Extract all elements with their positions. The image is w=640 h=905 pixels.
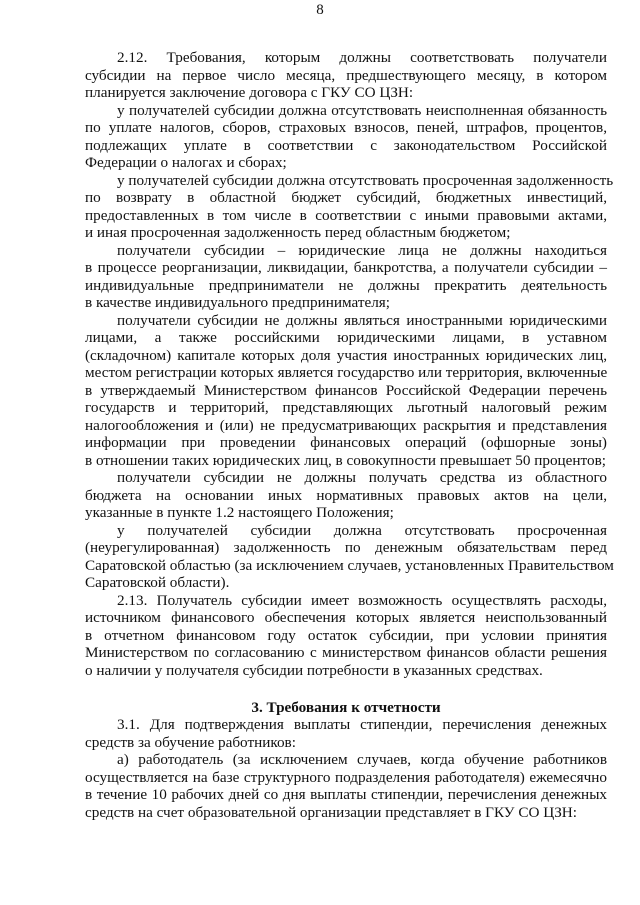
- text-line: в отчетном финансовом году остаток субсидии, при условии принятия: [85, 626, 607, 644]
- text-line: 2.12. Требования, которым должны соответствовать получатели: [117, 49, 607, 66]
- text-line: у получателей субсидии должна отсутствовать просроченная задолженность: [117, 171, 614, 189]
- text-line: в процессе реорганизации, ликвидации, банкротства, а получатели субсидии –: [85, 259, 607, 276]
- text-line: подлежащих уплате в соответствии с законодательством Российской: [85, 136, 607, 154]
- text-line: налогообложения и (или) не предусматривающих раскрытия и представления: [85, 416, 607, 434]
- text-line: Федерации о налогах и сборах;: [85, 154, 287, 171]
- text-line: 2.13. Получатель субсидии имеет возможность осуществлять расходы,: [117, 591, 607, 609]
- text-line: по уплате налогов, сборов, страховых взносов, пеней, штрафов, процентов,: [85, 119, 607, 136]
- text-line: получатели субсидии не должны получать средства из областного: [117, 469, 607, 486]
- text-line: в отношении таких юридических лиц, в совокупности превышает 50 процентов;: [85, 451, 606, 469]
- text-line: Министерством по согласованию с министерством финансов области решения: [85, 644, 607, 661]
- paragraph: [85, 469, 607, 522]
- text-line: в течение 10 рабочих дней со дня выплаты стипендии, перечисления денежных: [85, 786, 607, 803]
- text-line: (неурегулированная) задолженность по денежным обязательствам перед: [85, 539, 607, 556]
- text-line: планируется заключение договора с ГКУ СО ЦЗН:: [85, 84, 414, 101]
- paragraph: [85, 312, 607, 470]
- text-line: информации при проведении финансовых операций (офшорные зоны): [85, 434, 607, 451]
- text-line: 3.1. Для подтверждения выплаты стипендии, перечисления денежных: [117, 716, 607, 733]
- text-line: осуществляется на базе структурного подразделения работодателя) ежемесячно: [85, 768, 607, 786]
- text-line: у получателей субсидии должна отсутствовать неисполненная обязанность: [117, 101, 607, 119]
- text-line: и иная просроченная задолженность перед областным бюджетом;: [85, 224, 511, 241]
- page-number: 8: [316, 2, 324, 18]
- paragraph: [85, 751, 607, 821]
- text-line: в качестве индивидуального предпринимателя;: [85, 294, 390, 311]
- paragraph: [85, 49, 607, 102]
- text-line: источником финансового обеспечения которых является неиспользованный: [85, 609, 607, 626]
- text-line: субсидии на первое число месяца, предшествующего месяцу, в котором: [85, 66, 607, 84]
- text-line: бюджета на основании иных нормативных правовых актов на цели,: [85, 486, 607, 504]
- text-line: местом регистрации которых является государство или территория, включенные: [85, 364, 608, 381]
- paragraph: [85, 102, 607, 172]
- text-line: у получателей субсидии должна отсутствовать просроченная: [117, 521, 607, 539]
- text-line: а) работодатель (за исключением случаев, когда обучение работников: [117, 751, 607, 768]
- text-line: (складочном) капитале которых доля участия иностранных юридических лиц,: [85, 346, 607, 364]
- text-line: о наличии у получателя субсидии потребности в указанных средствах.: [85, 661, 543, 679]
- text-line: лицами, а также российскими юридическими лицами, в уставном: [85, 329, 607, 346]
- text-line: Саратовской области).: [85, 574, 230, 591]
- paragraph: [85, 521, 614, 592]
- text-line: получатели субсидии не должны являться иностранными юридическими: [117, 311, 607, 329]
- text-line: средств на счет образовательной организации представляет в ГКУ СО ЦЗН:: [85, 803, 577, 821]
- text-line: в утверждаемый Министерством финансов Российской Федерации перечень: [85, 381, 607, 399]
- text-line: указанные в пункте 1.2 настоящего Положения;: [85, 504, 394, 521]
- paragraph: [85, 716, 607, 751]
- text-line: государств и территорий, представляющих льготный налоговый режим: [85, 399, 607, 416]
- text-line: средств за обучение работников:: [85, 733, 296, 751]
- text-line: по возврату в областной бюджет субсидий, бюджетных инвестиций,: [85, 189, 607, 206]
- text-line: Саратовской областью (за исключением случаев, установленных Правительством: [85, 556, 614, 574]
- paragraph: [85, 171, 614, 242]
- document-body: [85, 49, 614, 821]
- text-line: получатели субсидии – юридические лица не должны находиться: [117, 241, 607, 259]
- text-line: предоставленных в том числе в соответствии с иными правовыми актами,: [85, 206, 607, 224]
- paragraph: [85, 592, 607, 680]
- section-3-reporting: [85, 716, 607, 821]
- text-line: индивидуальные предприниматели не должны прекратить деятельность: [85, 276, 607, 294]
- section-3-heading: 3. Требования к отчетности: [251, 698, 441, 716]
- paragraph: [85, 242, 607, 312]
- section-2-requirements: [85, 49, 614, 679]
